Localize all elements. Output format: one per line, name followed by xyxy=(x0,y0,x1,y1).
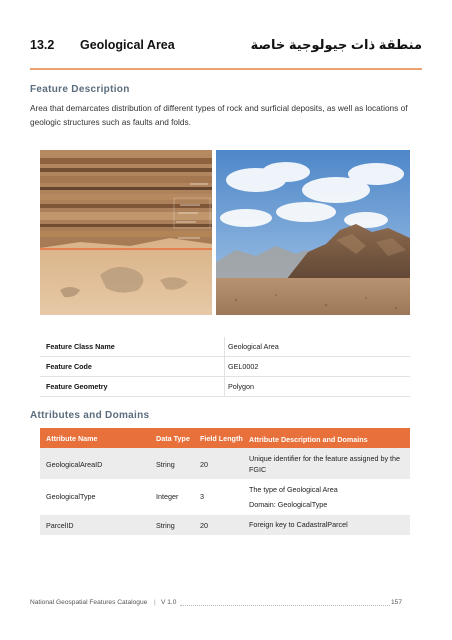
column-header-field-length: Field Length xyxy=(200,434,243,443)
feature-info-table xyxy=(40,337,410,397)
feature-value: Geological Area xyxy=(228,342,279,351)
column-header-attribute-name: Attribute Name xyxy=(46,434,98,443)
mountain-landscape-photo xyxy=(216,150,410,315)
attribute-type: String xyxy=(156,460,175,469)
column-header-description: Attribute Description and Domains xyxy=(249,435,368,444)
column-divider xyxy=(224,357,225,376)
attribute-description: Unique identifier for the feature assigned by the FGIC xyxy=(249,454,401,474)
attribute-name: ParcelID xyxy=(46,521,74,530)
feature-value: Polygon xyxy=(228,382,254,391)
column-divider xyxy=(224,377,225,396)
section-number: 13.2 xyxy=(30,38,55,52)
footer-separator: | xyxy=(154,599,156,606)
feature-key: Feature Code xyxy=(46,362,92,371)
feature-row-code xyxy=(40,357,410,377)
feature-value: GEL0002 xyxy=(228,362,259,371)
table-row xyxy=(40,479,410,515)
attribute-length: 20 xyxy=(200,460,208,469)
feature-key: Feature Geometry xyxy=(46,382,108,391)
feature-description-text: Area that demarcates distribution of different types of rock and surficial deposits, as well as locations of geologic structures such as faults and folds. xyxy=(30,103,408,127)
table-row xyxy=(40,448,410,479)
rock-strata-photo xyxy=(40,150,212,315)
section-title: Geological Area xyxy=(80,38,175,52)
column-header-data-type: Data Type xyxy=(156,434,190,443)
table-row xyxy=(40,515,410,535)
page-number: 157 xyxy=(390,599,402,606)
page-footer xyxy=(30,599,422,611)
attribute-type: Integer xyxy=(156,492,179,501)
footer-catalogue-name: National Geospatial Features Catalogue xyxy=(30,599,148,606)
column-divider xyxy=(224,337,225,356)
attribute-length: 3 xyxy=(200,492,204,501)
header-divider xyxy=(30,68,422,70)
attribute-type: String xyxy=(156,521,175,530)
attribute-description: The type of Geological Area xyxy=(249,485,338,494)
section-header xyxy=(30,38,422,58)
footer-dotted-leader xyxy=(180,599,390,606)
feature-key: Feature Class Name xyxy=(46,342,115,351)
footer-version: V 1.0 xyxy=(161,599,177,606)
section-title-arabic: منطقة ذات جيولوجية خاصة xyxy=(250,37,422,52)
feature-description-heading: Feature Description xyxy=(30,84,130,95)
attribute-length: 20 xyxy=(200,521,208,530)
attribute-name: GeologicalType xyxy=(46,492,96,501)
attribute-description: Foreign key to CadastralParcel xyxy=(249,520,348,529)
attributes-table xyxy=(40,428,410,535)
attribute-name: GeologicalAreaID xyxy=(46,460,103,469)
feature-row-geometry xyxy=(40,377,410,397)
attribute-domain: Domain: GeologicalType xyxy=(249,500,328,509)
attributes-heading: Attributes and Domains xyxy=(30,410,150,421)
feature-row-class-name xyxy=(40,337,410,357)
attributes-table-header xyxy=(40,428,410,448)
